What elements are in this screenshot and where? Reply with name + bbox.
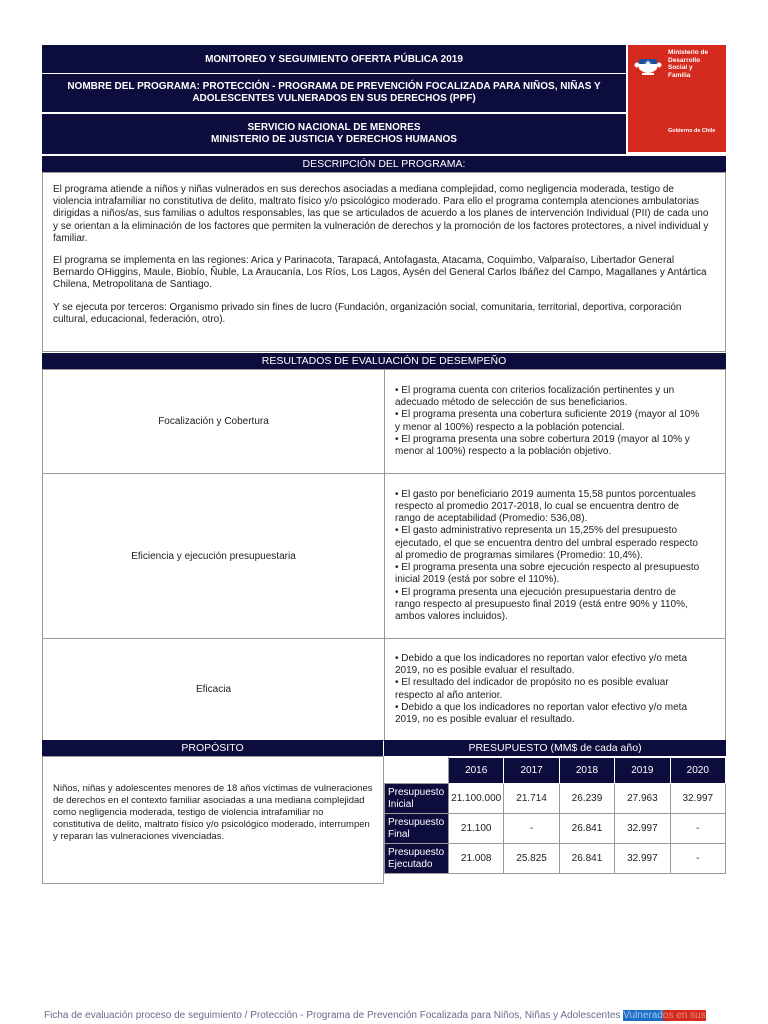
budget-cell: 21.714 bbox=[504, 784, 559, 814]
budget-cell: 26.239 bbox=[559, 784, 614, 814]
budget-cell: 26.841 bbox=[559, 814, 614, 844]
ministry-logo bbox=[628, 45, 726, 152]
budget-cell: 32.997 bbox=[670, 784, 725, 814]
footer-text: Ficha de evaluación proceso de seguimiento / Protección - Programa de Prevención Focalizada para Niños, Niñas y Adolescentes bbox=[44, 1010, 624, 1021]
program-name bbox=[42, 74, 626, 112]
budget-cell: 27.963 bbox=[615, 784, 670, 814]
criterion-label: Eficacia bbox=[43, 639, 385, 741]
budget-title: PRESUPUESTO (MM$ de cada año) bbox=[384, 740, 726, 756]
year-header: 2018 bbox=[559, 758, 614, 784]
table-row bbox=[385, 784, 726, 814]
criterion-findings: • Debido a que los indicadores no reportan valor efectivo y/o meta 2019, no es posible evaluar el resultado. • El resultado del indicador de propósito no es posible evaluar respecto al año anterior. • Debido a que los indicadores no reportan valor efectivo y/o meta 2019, no es posible evaluar el resultado. bbox=[385, 639, 726, 741]
table-corner bbox=[385, 758, 449, 784]
budget-cell: 21.008 bbox=[449, 844, 504, 874]
header-title bbox=[42, 45, 626, 73]
table-row bbox=[385, 758, 726, 784]
institution bbox=[42, 114, 626, 154]
description-box bbox=[42, 172, 726, 352]
results-title: RESULTADOS DE EVALUACIÓN DE DESEMPEÑO bbox=[42, 353, 726, 369]
budget-cell: 26.841 bbox=[559, 844, 614, 874]
coat-of-arms-icon bbox=[634, 53, 662, 79]
ministry-name: Ministerio de Desarrollo Social y Familia bbox=[668, 49, 709, 79]
description-paragraph: El programa se implementa en las regiones: Arica y Parinacota, Tarapacá, Antofagasta, Atacama, Coquimbo, Valparaíso, Libertador General Bernardo OHiggins, Maule, Biobío, Ñuble, La Araucanía, Los Ríos, Los Lagos, Aysén del General Carlos Ibáñez del Campo, Magallanes y Antártica Chilena, Metropolitana de Santiago. bbox=[53, 255, 707, 291]
program-name-line-2: ADOLESCENTES VULNERADOS EN SUS DERECHOS (PPF) bbox=[192, 93, 476, 104]
description-title: DESCRIPCIÓN DEL PROGRAMA: bbox=[42, 156, 726, 172]
description-paragraph: El programa atiende a niños y niñas vulnerados en sus derechos asociadas a mediana complejidad, como negligencia moderada, testigo de violencia intrafamiliar no constitutiva de delito, maltrato físico y/o psicológico moderado. Para ello el programa contempla atenciones ambulatorias dirigidas a niños/as, sus familias o adultos responsables, las que se articulados de acuerdo a los planes de intervención Individual (PII) de cada uno y se orientan a la eliminación de los factores que permiten la vulneración de derechos y la promoción de los factores protectores, a nivel individual y familiar. bbox=[53, 184, 709, 244]
purpose-title: PROPÓSITO bbox=[42, 740, 383, 756]
criterion-label: Eficiencia y ejecución presupuestaria bbox=[43, 474, 385, 639]
budget-row-label: Presupuesto Ejecutado bbox=[385, 844, 449, 874]
table-row bbox=[43, 474, 726, 639]
institution-line-1: SERVICIO NACIONAL DE MENORES bbox=[247, 122, 421, 133]
footer-highlight: os en sus bbox=[662, 1010, 706, 1021]
budget-table bbox=[384, 757, 726, 874]
header-line-1: MONITOREO Y SEGUIMIENTO OFERTA PÚBLICA 2019 bbox=[205, 54, 463, 65]
results-table bbox=[42, 369, 726, 741]
year-header: 2017 bbox=[504, 758, 559, 784]
budget-cell: 25.825 bbox=[504, 844, 559, 874]
description-paragraph: Y se ejecuta por terceros: Organismo privado sin fines de lucro (Fundación, organización social, comunitaria, territorial, deportiva, corporación cultural, educacional, federación, otro). bbox=[53, 301, 682, 325]
table-row bbox=[43, 639, 726, 741]
budget-row-label: Presupuesto Inicial bbox=[385, 784, 449, 814]
purpose-text: Niños, niñas y adolescentes menores de 18 años víctimas de vulneraciones de derechos en el contexto familiar asociadas a una mediana complejidad como negligencia moderada, testigo de violencia intrafamiliar no constitutiva de delito, maltrato físico y/o psicológico moderado, interrumpen y reparan las vulneraciones vivenciadas. bbox=[42, 756, 384, 884]
year-header: 2016 bbox=[449, 758, 504, 784]
budget-cell: 32.997 bbox=[615, 844, 670, 874]
table-row bbox=[385, 814, 726, 844]
budget-cell: 21.100.000 bbox=[449, 784, 504, 814]
table-row bbox=[385, 844, 726, 874]
budget-cell: - bbox=[670, 844, 725, 874]
year-header: 2020 bbox=[670, 758, 725, 784]
page-footer bbox=[44, 1010, 706, 1021]
government-label: Gobierno de Chile bbox=[668, 128, 716, 134]
budget-cell: - bbox=[670, 814, 725, 844]
institution-line-2: MINISTERIO DE JUSTICIA Y DERECHOS HUMANOS bbox=[211, 134, 457, 145]
criterion-findings: • El gasto por beneficiario 2019 aumenta 15,58 puntos porcentuales respecto al promedio 2017-2018, lo cual se encuentra dentro de rango de aceptabilidad (Promedio: 536,08). • El gasto administrativo representa un 15,25% del presupuesto ejecutado, el que se encuentra dentro del umbral esperado respecto al promedio de programas similares (Promedio: 10,4%). • El programa presenta una sobre ejecución respecto al presupuesto inicial 2019 (está por sobre el 110%). • El programa presenta una ejecución presupuestaria dentro de rango respecto al presupuesto final 2019 (está entre 90% y 110%, ambos valores incluidos). bbox=[385, 474, 726, 639]
footer-highlight: Vulnerad bbox=[623, 1010, 663, 1021]
year-header: 2019 bbox=[615, 758, 670, 784]
table-row bbox=[43, 370, 726, 474]
criterion-label: Focalización y Cobertura bbox=[43, 370, 385, 474]
budget-row-label: Presupuesto Final bbox=[385, 814, 449, 844]
budget-cell: 21.100 bbox=[449, 814, 504, 844]
budget-cell: 32.997 bbox=[615, 814, 670, 844]
criterion-findings: • El programa cuenta con criterios focalización pertinentes y un adecuado método de selección de sus beneficiarios. • El programa presenta una cobertura suficiente 2019 (mayor al 10% y menor al 100%) respecto a la población potencial. • El programa presenta una sobre cobertura 2019 (mayor al 10% y menor al 100%) respecto a la población objetivo. bbox=[385, 370, 726, 474]
program-name-line-1: NOMBRE DEL PROGRAMA: PROTECCIÓN - PROGRAMA DE PREVENCIÓN FOCALIZADA PARA NIÑOS, NIÑAS Y bbox=[67, 81, 601, 92]
budget-cell: - bbox=[504, 814, 559, 844]
